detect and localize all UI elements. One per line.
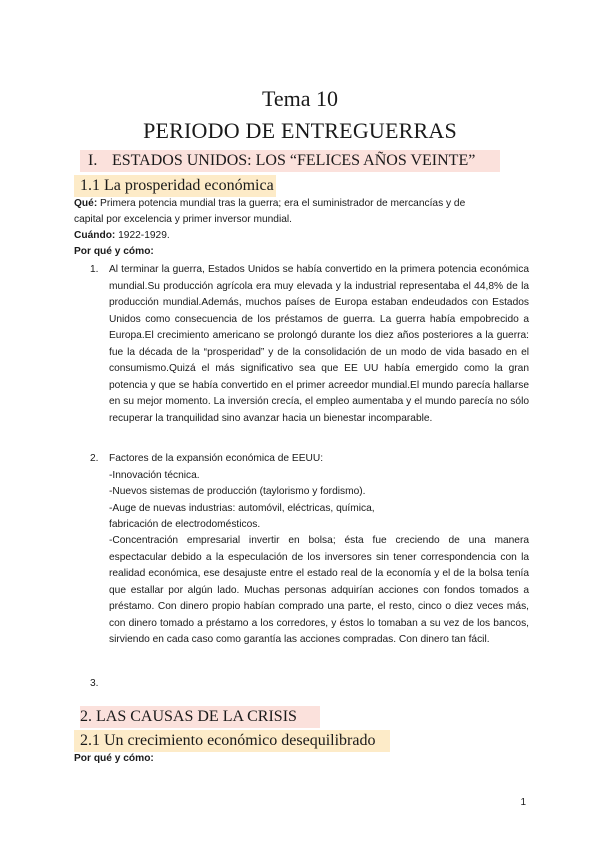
section1-number: I. xyxy=(88,152,98,169)
que-label: Qué: xyxy=(74,198,98,209)
porque-label-2: Por qué y cómo: xyxy=(74,753,154,764)
list-item-2-line-2: -Nuevos sistemas de producción (taylorismo y fordismo). xyxy=(109,486,366,497)
section2-heading: 2. LAS CAUSAS DE LA CRISIS xyxy=(80,708,297,725)
que-line1 xyxy=(74,196,465,213)
cuando-line xyxy=(74,228,170,245)
list-item-2-number: 2. xyxy=(90,453,99,464)
list-item-2-line-0: Factores de la expansión económica de EEUU: xyxy=(109,453,324,464)
list-item-2-line-3: -Auge de nuevas industrias: automóvil, eléctricas, química, xyxy=(109,503,375,514)
list-item-2-line-4: fabricación de electrodomésticos. xyxy=(109,519,261,530)
que-line2: capital por excelencia y primer inversor mundial. xyxy=(74,214,292,225)
subsection1-1-heading: 1.1 La prosperidad económica xyxy=(80,177,274,194)
section1-heading xyxy=(80,150,500,172)
porque-label: Por qué y cómo: xyxy=(74,246,154,257)
list-item-1-number: 1. xyxy=(90,264,99,275)
cuando-label: Cuándo: xyxy=(74,230,116,241)
document-title-line1: Tema 10 xyxy=(261,86,339,111)
list-item-2-line-1: -Innovación técnica. xyxy=(109,470,200,481)
document-title-line2: PERIODO DE ENTREGUERRAS xyxy=(143,118,457,143)
list-item-3-number: 3. xyxy=(90,678,99,689)
section1-title: ESTADOS UNIDOS: LOS “FELICES AÑOS VEINTE” xyxy=(112,152,476,169)
page-number: 1 xyxy=(520,797,526,808)
que-text-1: Primera potencia mundial tras la guerra; era el suministrador de mercancías y de xyxy=(97,198,466,209)
cuando-text: 1922-1929. xyxy=(115,230,170,241)
list-item-1-text: Al terminar la guerra, Estados Unidos se había convertido en la primera potencia económica mundial.Su producción agrícola era muy elevada y la industrial representaba el 44,8% de la producción mundial.Además, muchos países de Europa estaban endeudados con Estados Unidos como consecuencia de los préstamos de guerra. La guerra había empobrecido a Europa.El crecimiento americano se prolongó durante los diez años posteriores a la guerra: fue la década de la “prosperidad” y de la consolidación de un modo de vida basado en el consumismo.Quizá el más significativo sea que EE UU había emergido como la gran potencia y que se había convertido en el primer acreedor mundial.El mundo parecía hallarse en su mejor momento. La inversión crecía, el empleo aumentaba y el mundo parecía no sólo recuperar la tranquilidad sino avanzar hacia un bienestar incomparable. xyxy=(109,264,529,424)
subsection2-1-heading: 2.1 Un crecimiento económico desequilibrado xyxy=(80,732,376,749)
list-item-2-paragraph: -Concentración empresarial invertir en bolsa; ésta fue creciendo de una manera espectacular debido a la especulación de los inversores sin tener correspondencia con la realidad económica, ese desajuste entre el estado real de la economía y el de la bolsa tenía que estallar por algún lado. Muchas personas adquirían acciones con fondos tomados a préstamo. Con dinero propio habían comprado una parte, el resto, cinco o diez veces más, con dinero tomado a préstamo a los corredores, y éstos lo tomaban a su vez de los bancos, sirviendo en cada caso como garantía las acciones compradas. Con dinero tan fácil. xyxy=(109,535,529,645)
